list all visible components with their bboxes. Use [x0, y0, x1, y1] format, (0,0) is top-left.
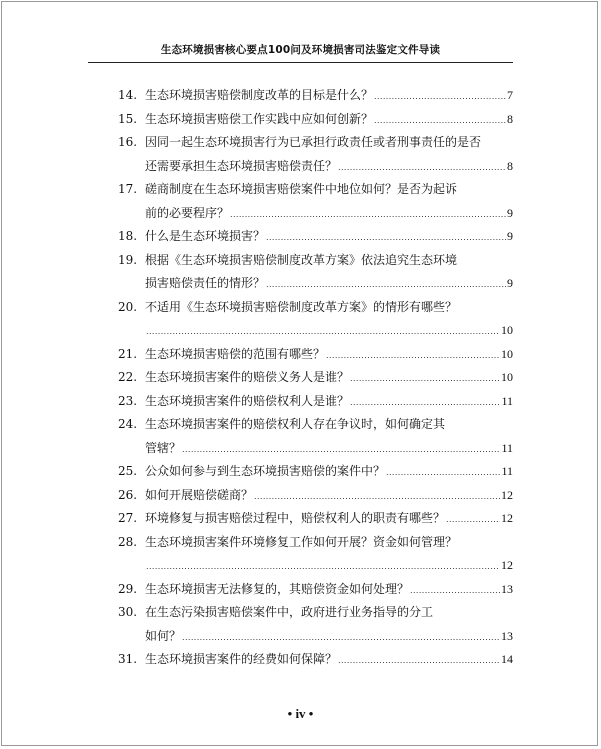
entry-page: 13 — [501, 628, 513, 643]
toc-entry-29[interactable] — [118, 578, 513, 602]
entry-title-continued: 损害赔偿责任的情形？ — [145, 276, 266, 290]
entry-title-continued: 管辖？ — [145, 440, 182, 455]
leader-dots — [374, 109, 506, 133]
toc-entry-21[interactable] — [118, 343, 513, 367]
entry-page: 14 — [501, 652, 513, 666]
leader-dots — [146, 555, 500, 579]
entry-page: 12 — [501, 558, 513, 572]
leader-dots — [230, 203, 506, 227]
leader-dots — [254, 485, 500, 509]
entry-page: 10 — [501, 370, 513, 384]
entry-number: 25. — [118, 464, 138, 478]
toc-entry-20[interactable] — [118, 296, 513, 343]
entry-title: 在生态污染损害赔偿案件中，政府进行业务指导的分工 — [145, 605, 434, 619]
entry-number: 29. — [118, 581, 138, 596]
entry-page: 9 — [507, 276, 513, 290]
entry-title: 生态环境损害案件的赔偿权利人存在争议时，如何确定其 — [145, 417, 446, 431]
entry-number: 16. — [118, 135, 138, 149]
toc-entry-24[interactable] — [118, 413, 513, 460]
entry-title-continued: 如何？ — [145, 628, 182, 643]
toc-entry-31[interactable] — [118, 648, 513, 672]
leader-dots — [338, 649, 500, 673]
toc-entry-30[interactable] — [118, 601, 513, 648]
leader-dots — [446, 508, 500, 532]
entry-number: 14. — [118, 88, 138, 102]
leader-dots — [266, 273, 506, 297]
entry-title-continued: 还需要承担生态环境损害赔偿责任？ — [145, 158, 338, 173]
leader-dots — [182, 626, 500, 650]
toc-entry-15[interactable] — [118, 108, 513, 132]
toc-entry-25[interactable] — [118, 460, 513, 484]
entry-number: 17. — [118, 182, 138, 196]
entry-number: 22. — [118, 370, 138, 384]
entry-title: 公众如何参与到生态环境损害赔偿的案件中？ — [145, 464, 386, 478]
entry-page: 12 — [501, 511, 513, 525]
leader-dots — [146, 320, 500, 344]
entry-page: 10 — [501, 346, 513, 361]
toc-entry-16[interactable] — [118, 131, 513, 178]
entry-page: 10 — [501, 323, 513, 337]
entry-number: 26. — [118, 487, 138, 502]
entry-page: 11 — [501, 440, 513, 455]
entry-number: 21. — [118, 346, 138, 361]
entry-number: 30. — [118, 605, 138, 619]
entry-title: 不适用《生态环境损害赔偿制度改革方案》的情形有哪些？ — [145, 299, 458, 314]
entry-number: 19. — [118, 252, 138, 267]
entry-page: 8 — [507, 158, 513, 173]
entry-title: 生态环境损害赔偿的范围有哪些？ — [145, 346, 326, 361]
toc-entry-22[interactable] — [118, 366, 513, 390]
table-of-contents — [118, 84, 513, 672]
toc-entry-19[interactable] — [118, 249, 513, 296]
entry-title-continued: 前的必要程序？ — [145, 205, 230, 220]
entry-title: 生态环境损害案件的经费如何保障？ — [145, 652, 338, 666]
leader-dots — [326, 344, 500, 368]
entry-title: 因同一起生态环境损害行为已承担行政责任或者刑事责任的是否 — [145, 135, 482, 149]
entry-title: 生态环境损害赔偿工作实践中应如何创新？ — [145, 111, 374, 126]
toc-entry-23[interactable] — [118, 390, 513, 414]
leader-dots — [266, 226, 506, 250]
toc-entry-27[interactable] — [118, 507, 513, 531]
toc-entry-18[interactable] — [118, 225, 513, 249]
leader-dots — [350, 367, 500, 391]
leader-dots — [350, 391, 500, 415]
entry-number: 24. — [118, 417, 138, 431]
entry-number: 31. — [118, 652, 138, 666]
header-rule — [88, 62, 513, 63]
entry-title: 什么是生态环境损害？ — [145, 229, 266, 243]
entry-page: 9 — [507, 229, 513, 243]
leader-dots — [182, 438, 500, 462]
entry-title: 生态环境损害案件环境修复工作如何开展？资金如何管理？ — [145, 534, 458, 549]
entry-number: 28. — [118, 534, 138, 549]
toc-entry-17[interactable] — [118, 178, 513, 225]
toc-entry-14[interactable] — [118, 84, 513, 108]
leader-dots — [410, 579, 500, 603]
entry-title: 根据《生态环境损害赔偿制度改革方案》依法追究生态环境 — [145, 252, 458, 267]
entry-page: 7 — [507, 88, 513, 102]
running-header: 生态环境损害核心要点100问及环境损害司法鉴定文件导读 — [160, 44, 441, 56]
entry-page: 11 — [501, 393, 513, 408]
page-number: • iv • — [287, 706, 314, 721]
entry-title: 生态环境损害无法修复的，其赔偿资金如何处理？ — [145, 581, 410, 596]
entry-number: 18. — [118, 229, 138, 243]
entry-page: 13 — [501, 581, 513, 596]
toc-entry-28[interactable] — [118, 531, 513, 578]
entry-title: 生态环境损害赔偿制度改革的目标是什么？ — [145, 88, 374, 102]
entry-number: 15. — [118, 111, 138, 126]
entry-number: 20. — [118, 299, 138, 314]
entry-title: 如何开展赔偿磋商？ — [145, 487, 254, 502]
entry-page: 8 — [507, 111, 513, 126]
entry-page: 12 — [501, 487, 513, 502]
entry-number: 27. — [118, 511, 138, 525]
leader-dots — [386, 461, 500, 485]
entry-page: 9 — [507, 205, 513, 220]
toc-entry-26[interactable] — [118, 484, 513, 508]
entry-title: 磋商制度在生态环境损害赔偿案件中地位如何？是否为起诉 — [145, 182, 458, 196]
leader-dots — [338, 156, 506, 180]
entry-title: 生态环境损害案件的赔偿义务人是谁？ — [145, 370, 350, 384]
entry-page: 11 — [501, 464, 513, 478]
entry-number: 23. — [118, 393, 138, 408]
entry-title: 环境修复与损害赔偿过程中，赔偿权利人的职责有哪些？ — [145, 511, 446, 525]
entry-title: 生态环境损害案件的赔偿权利人是谁？ — [145, 393, 350, 408]
leader-dots — [374, 85, 506, 109]
